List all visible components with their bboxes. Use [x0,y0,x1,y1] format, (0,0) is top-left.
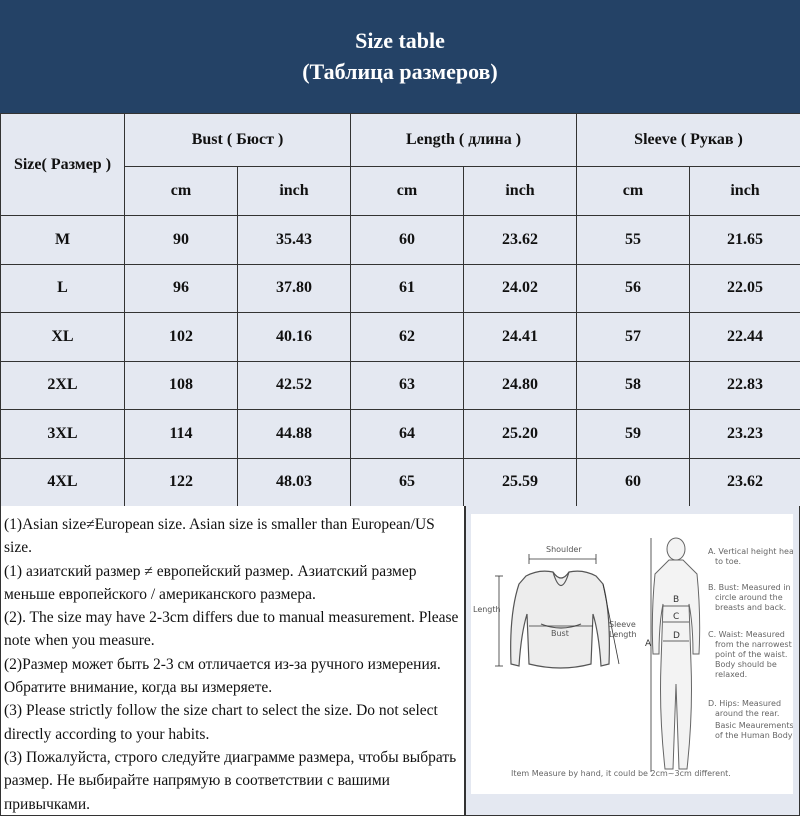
table-cell: 63 [351,361,464,410]
table-cell: 96 [125,264,238,313]
table-cell: 60 [577,458,690,507]
table-cell: 114 [125,410,238,459]
table-cell: 23.62 [464,216,577,265]
bust-group-header: Bust ( Бюст ) [125,114,351,167]
legend-c3: point of the waist. [715,650,788,659]
table-cell: 21.65 [690,216,800,265]
table-row [1,458,800,507]
unit-header: cm [351,167,464,216]
table-cell: 37.80 [238,264,351,313]
table-row [1,313,800,362]
legend-d3: Basic Meaurements [715,721,793,730]
table-cell: 22.05 [690,264,800,313]
table-cell: 44.88 [238,410,351,459]
table-cell: 122 [125,458,238,507]
table-row [1,216,800,265]
table-cell: 48.03 [238,458,351,507]
size-table [0,113,800,507]
table-cell: 59 [577,410,690,459]
table-cell: 24.80 [464,361,577,410]
table-cell: 25.59 [464,458,577,507]
table-cell: 108 [125,361,238,410]
table-cell: 23.23 [690,410,800,459]
legend-c4: Body should be [715,660,777,669]
length-group-header: Length ( длина ) [351,114,577,167]
table-cell: 24.02 [464,264,577,313]
table-cell: 62 [351,313,464,362]
table-cell: 56 [577,264,690,313]
note-1-ru: (1) азиатский размер ≠ европейский размер. Азиатский размер меньше европейского / американского размера. [4,562,417,603]
legend-c: C. Waist: Measured [708,630,785,639]
table-cell: 25.20 [464,410,577,459]
table-cell: 22.44 [690,313,800,362]
legend-d: D. Hips: Measured [708,699,782,708]
legend-d4: of the Human Body [715,731,793,740]
size-cell: 2XL [1,361,125,410]
table-cell: 23.62 [690,458,800,507]
unit-header: cm [577,167,690,216]
sleeve-label: Sleeve [609,620,636,629]
size-notes [0,506,465,816]
bust-label: Bust [551,629,569,638]
page-subtitle: (Таблица размеров) [302,58,498,84]
legend-c2: from the narrowest [715,640,792,649]
size-cell: L [1,264,125,313]
letter-b: B [673,595,680,605]
table-row [1,410,800,459]
note-2-en: (2). The size may have 2-3cm differs due to manual measurement. Please note when you measure. [4,609,459,650]
sweater-sketch [511,571,610,668]
legend-a: A. Vertical height head [708,547,793,556]
legend-b3: breasts and back. [715,603,787,612]
table-header-row [1,114,800,167]
unit-header: inch [238,167,351,216]
shoulder-label: Shoulder [546,545,582,554]
measurement-diagram [471,514,793,794]
table-cell: 22.83 [690,361,800,410]
table-cell: 65 [351,458,464,507]
table-row [1,264,800,313]
body-figure [652,538,699,769]
measurement-guide-panel [465,506,800,816]
legend-b2: circle around the [715,593,783,602]
note-3-en: (3) Please strictly follow the size chart to select the size. Do not select directly according to your habits. [4,702,438,743]
note-3-ru: (3) Пожалуйста, строго следуйте диаграмме размера, чтобы выбрать размер. Не выбирайте напрямую в соответствии с вашими привычками. [4,748,457,813]
table-cell: 35.43 [238,216,351,265]
letter-c: C [673,612,680,622]
table-cell: 42.52 [238,361,351,410]
size-cell: M [1,216,125,265]
note-1-en: (1)Asian size≠European size. Asian size is smaller than European/US size. [4,516,435,557]
table-cell: 55 [577,216,690,265]
size-cell: XL [1,313,125,362]
table-cell: 24.41 [464,313,577,362]
page-title: Size table [355,27,445,53]
letter-d: D [673,631,680,641]
table-cell: 58 [577,361,690,410]
table-cell: 40.16 [238,313,351,362]
size-cell: 3XL [1,410,125,459]
length-label: Length [473,605,501,614]
legend-b: B. Bust: Measured in a [708,583,793,592]
table-row [1,361,800,410]
table-cell: 60 [351,216,464,265]
note-2-ru: (2)Размер может быть 2-3 см отличается из-за ручного измерения. Обратите внимание, когда вы измеряете. [4,655,441,697]
table-cell: 57 [577,313,690,362]
legend-a2: to toe. [715,557,742,566]
size-column-header: Size( Размер ) [1,114,125,216]
table-cell: 64 [351,410,464,459]
table-cell: 90 [125,216,238,265]
table-cell: 61 [351,264,464,313]
diagram-caption: Item Measure by hand, it could be 2cm~3cm different. [511,769,731,778]
letter-a: A [645,639,652,649]
table-cell: 102 [125,313,238,362]
unit-header: inch [464,167,577,216]
sleeve-group-header: Sleeve ( Рукав ) [577,114,800,167]
legend-d2: around the rear. [715,709,780,718]
title-banner [0,0,800,113]
unit-header: inch [690,167,800,216]
size-cell: 4XL [1,458,125,507]
sleeve-length-label: Length [609,630,637,639]
legend-c5: relaxed. [715,670,748,679]
unit-header: cm [125,167,238,216]
